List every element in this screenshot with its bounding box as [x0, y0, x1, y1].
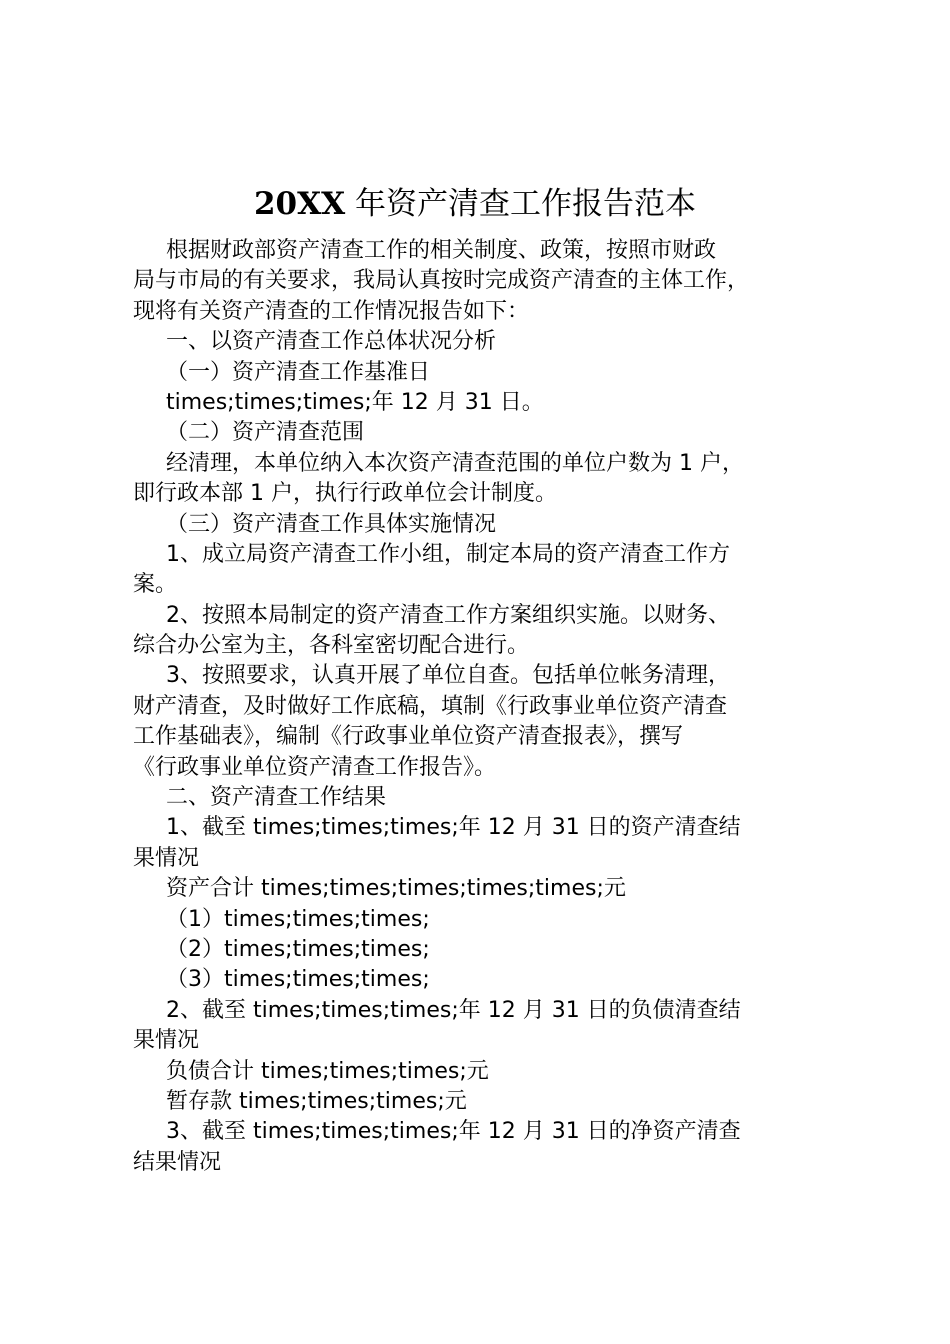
title-text: 年资产清查工作报告范本	[355, 186, 697, 222]
text-line: 负债合计 times;times;times;元	[166, 1058, 489, 1084]
text-line: 即行政本部 1 户，执行行政单位会计制度。	[133, 481, 557, 507]
text-line: 结果情况	[133, 1149, 222, 1175]
text-line: 暂存款 times;times;times;元	[166, 1088, 467, 1114]
text-line: 3、截至 times;times;times;年 12 月 31 日的净资产清查	[166, 1119, 741, 1145]
text-line: 2、按照本局制定的资产清查工作方案组织实施。以财务、	[166, 602, 730, 628]
text-line: （三）资产清查工作具体实施情况	[166, 511, 497, 537]
text-line: 果情况	[133, 1028, 200, 1054]
text-line: 1、成立局资产清查工作小组，制定本局的资产清查工作方	[166, 541, 730, 567]
text-line: （一）资产清查工作基准日	[166, 359, 431, 385]
text-line: 工作基础表》，编制《行政事业单位资产清查报表》，撰写	[133, 724, 684, 750]
text-line: 现将有关资产清查的工作情况报告如下：	[133, 298, 530, 324]
text-line: （1）times;times;times;	[166, 906, 430, 932]
text-line: times;times;times;年 12 月 31 日。	[166, 389, 544, 415]
text-line: （二）资产清查范围	[166, 420, 365, 446]
text-line: 果情况	[133, 845, 200, 871]
text-line: （2）times;times;times;	[166, 936, 430, 962]
text-line: 二、资产清查工作结果	[166, 785, 387, 811]
text-line: 财产清查，及时做好工作底稿，填制《行政事业单位资产清查	[133, 693, 728, 719]
text-line: 经清理，本单位纳入本次资产清查范围的单位户数为 1 户，	[166, 450, 744, 476]
text-line: 案。	[133, 572, 178, 598]
document-title	[0, 182, 950, 226]
title-year: 20XX	[253, 186, 346, 222]
text-line: 1、截至 times;times;times;年 12 月 31 日的资产清查结	[166, 815, 741, 841]
text-line: 2、截至 times;times;times;年 12 月 31 日的负债清查结	[166, 997, 741, 1023]
text-line: 局与市局的有关要求，我局认真按时完成资产清查的主体工作，	[133, 268, 750, 294]
text-line: 根据财政部资产清查工作的相关制度、政策，按照市财政	[166, 238, 717, 263]
text-line: （3）times;times;times;	[166, 967, 430, 993]
document-body	[133, 236, 833, 1178]
text-line: 3、按照要求，认真开展了单位自查。包括单位帐务清理，	[166, 663, 730, 689]
text-line: 《行政事业单位资产清查工作报告》。	[133, 754, 497, 780]
text-line: 综合办公室为主，各科室密切配合进行。	[133, 633, 530, 659]
text-line: 资产合计 times;times;times;times;times;元	[166, 876, 626, 902]
text-line: 一、以资产清查工作总体状况分析	[166, 329, 497, 355]
